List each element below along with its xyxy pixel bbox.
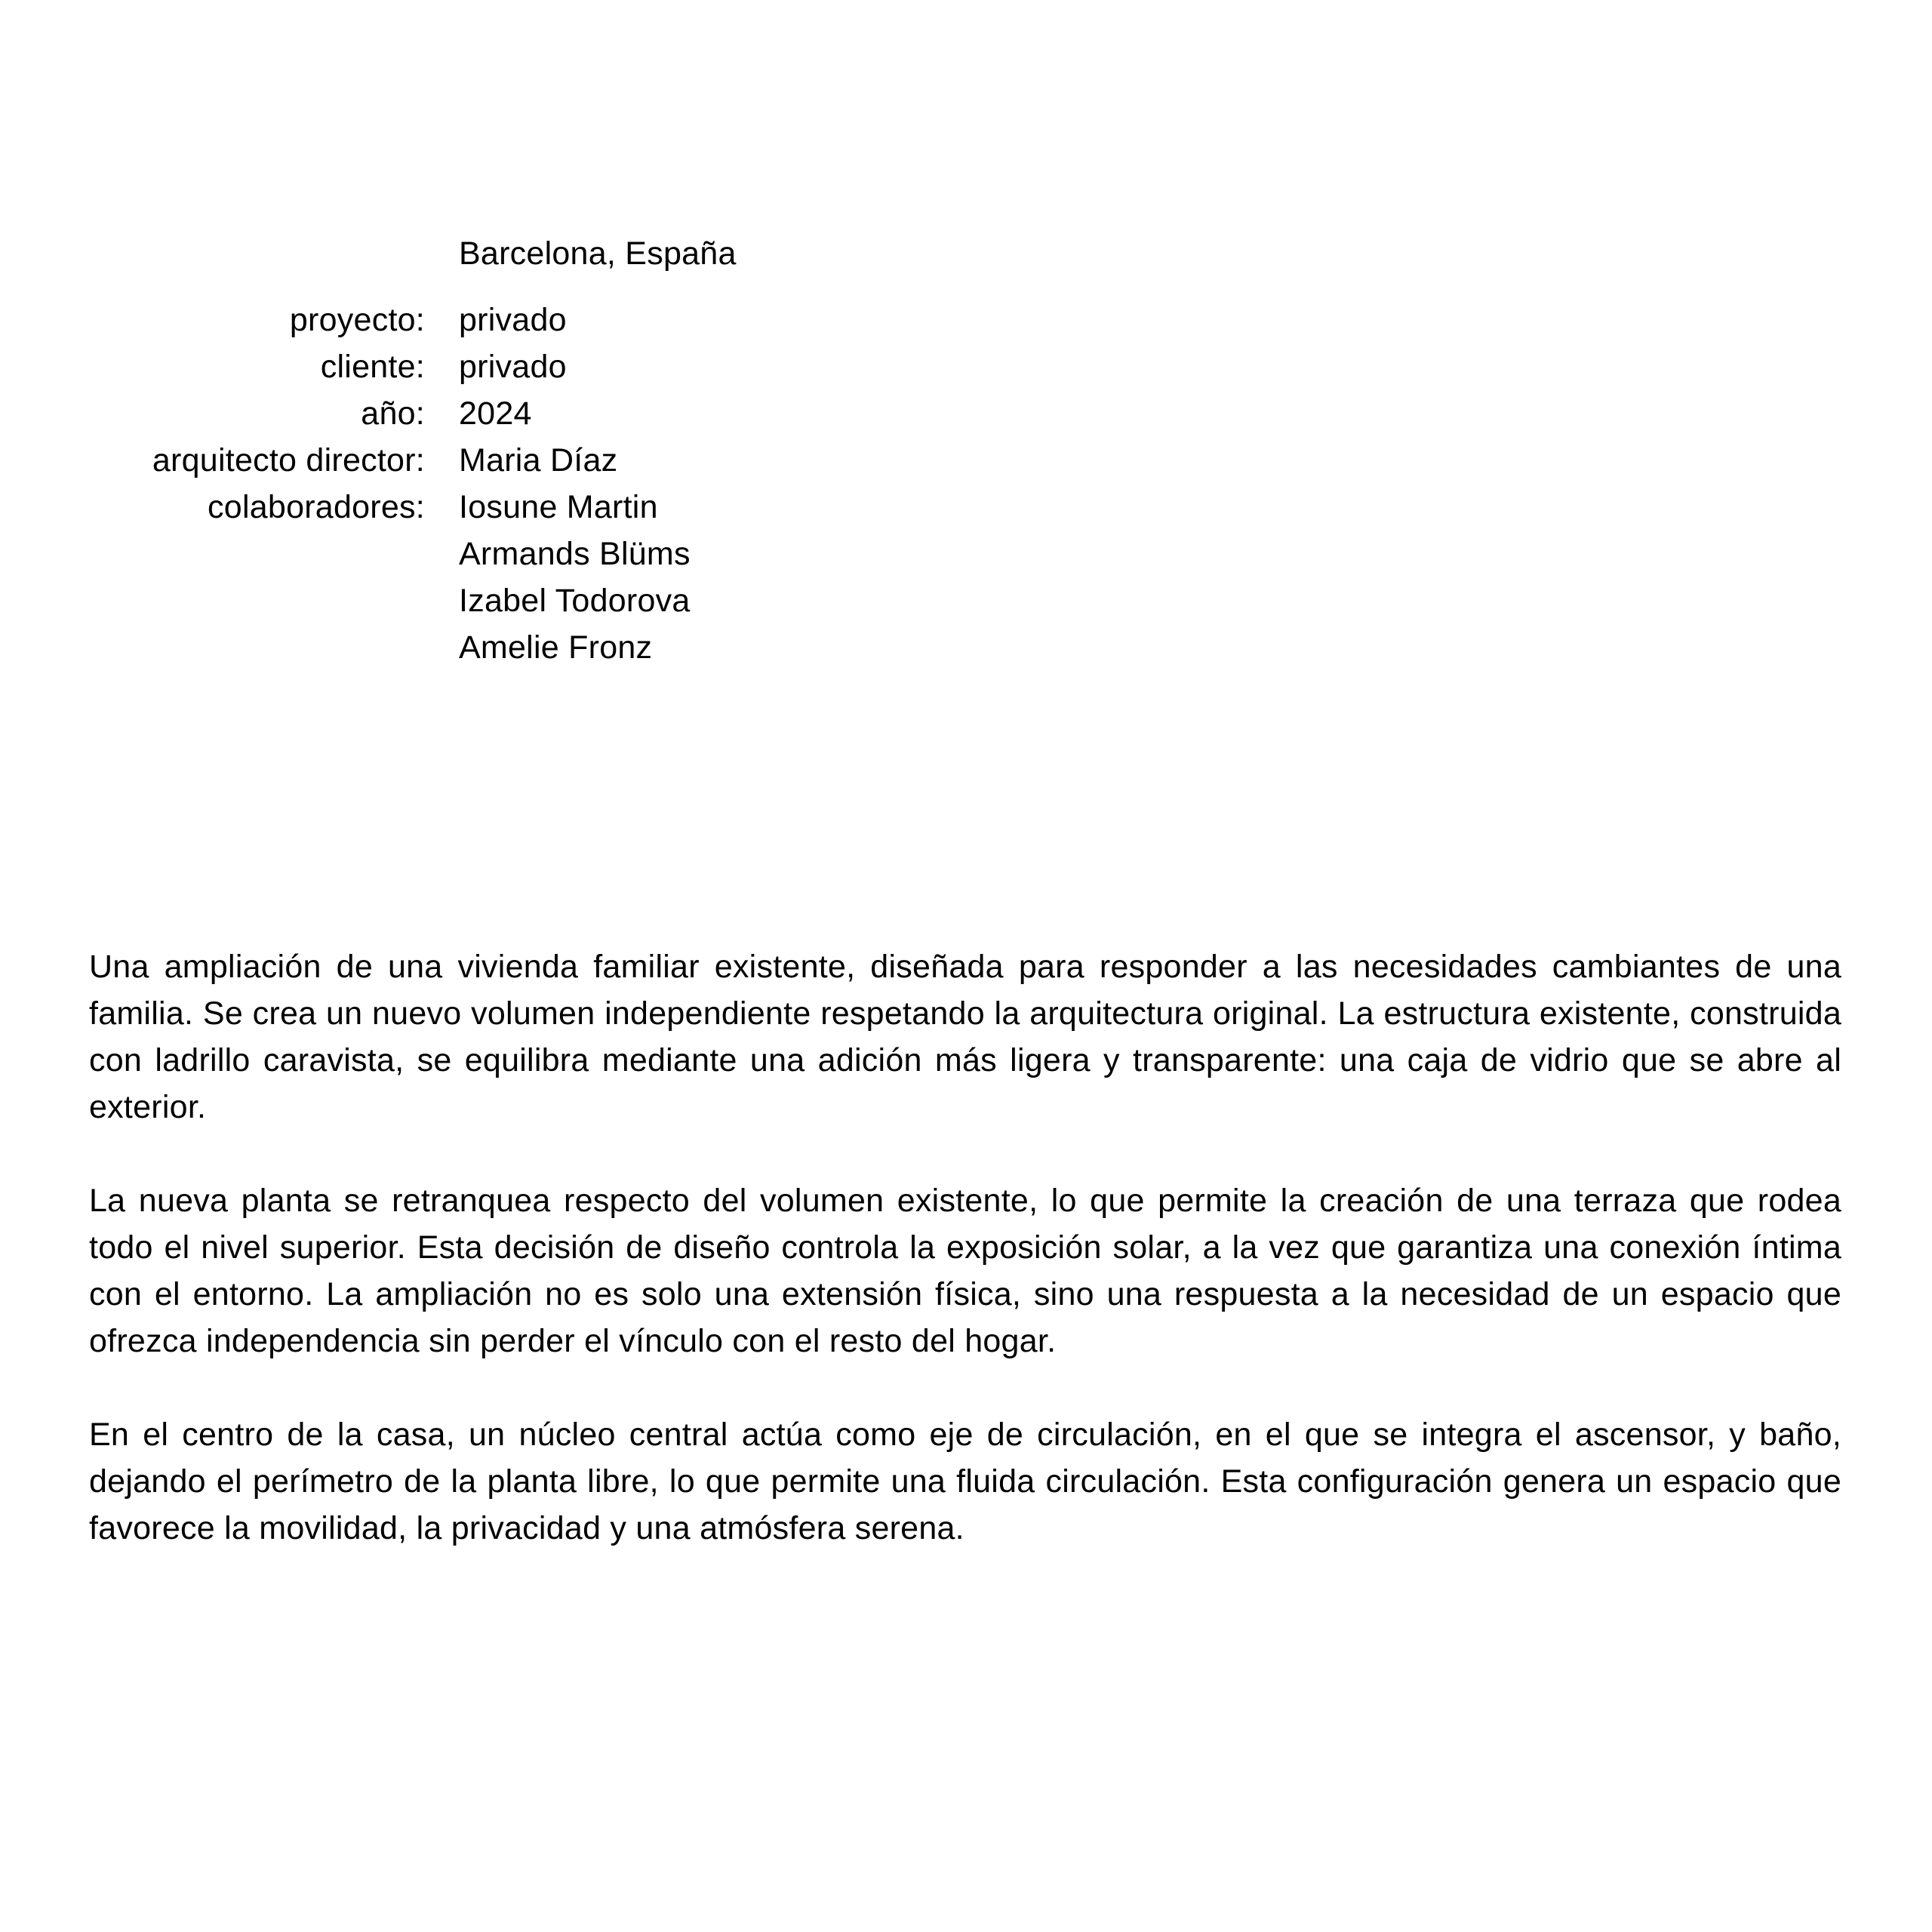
project-location: Barcelona, España xyxy=(459,235,737,272)
metadata-label: colaboradores: xyxy=(208,489,425,525)
metadata-value: Maria Díaz xyxy=(459,442,618,478)
metadata-value: Amelie Fronz xyxy=(459,629,653,666)
metadata-row xyxy=(89,230,737,277)
metadata-value: privado xyxy=(459,349,567,385)
metadata-label xyxy=(89,577,425,624)
metadata-label: cliente: xyxy=(320,349,425,385)
metadata-row xyxy=(89,484,737,531)
metadata-row xyxy=(89,437,737,484)
metadata-row xyxy=(89,390,737,437)
project-description xyxy=(89,943,1841,1552)
body-paragraph: La nueva planta se retranquea respecto del volumen existente, lo que permite la creación de una terraza que rodea todo el nivel superior. Esta decisión de diseño controla la exposición solar, a la vez que garantiza una conexión íntima con el entorno. La ampliación no es solo una extensión física, sino una respuesta a la necesidad de un espacio que ofrezca independencia sin perder el vínculo con el resto del hogar. xyxy=(89,1183,1841,1359)
body-paragraph: Una ampliación de una vivienda familiar existente, diseñada para responder a las necesidades cambiantes de una familia. Se crea un nuevo volumen independiente respetando la arquitectura original. La estructura existente, construida con ladrillo caravista, se equilibra mediante una adición más ligera y transparente: una caja de vidrio que se abre al exterior. xyxy=(89,949,1841,1125)
project-metadata xyxy=(89,230,737,671)
metadata-row xyxy=(89,531,737,577)
metadata-value: Armands Blüms xyxy=(459,536,691,572)
metadata-value: 2024 xyxy=(459,395,532,432)
metadata-value: privado xyxy=(459,302,567,338)
metadata-label xyxy=(89,230,425,277)
metadata-label: arquitecto director: xyxy=(152,442,425,478)
metadata-label: proyecto: xyxy=(289,302,425,338)
metadata-label xyxy=(89,531,425,577)
metadata-row xyxy=(89,624,737,671)
metadata-value: Izabel Todorova xyxy=(459,583,691,619)
metadata-label xyxy=(89,624,425,671)
metadata-label: año: xyxy=(361,395,425,432)
metadata-value: Iosune Martin xyxy=(459,489,658,525)
metadata-row xyxy=(89,577,737,624)
body-paragraph: En el centro de la casa, un núcleo central actúa como eje de circulación, en el que se integra el ascensor, y baño, dejando el perímetro de la planta libre, lo que permite una fluida circulación. Esta configuración genera un espacio que favorece la movilidad, la privacidad y una atmósfera serena. xyxy=(89,1417,1841,1546)
metadata-row xyxy=(89,343,737,390)
metadata-row xyxy=(89,297,737,343)
